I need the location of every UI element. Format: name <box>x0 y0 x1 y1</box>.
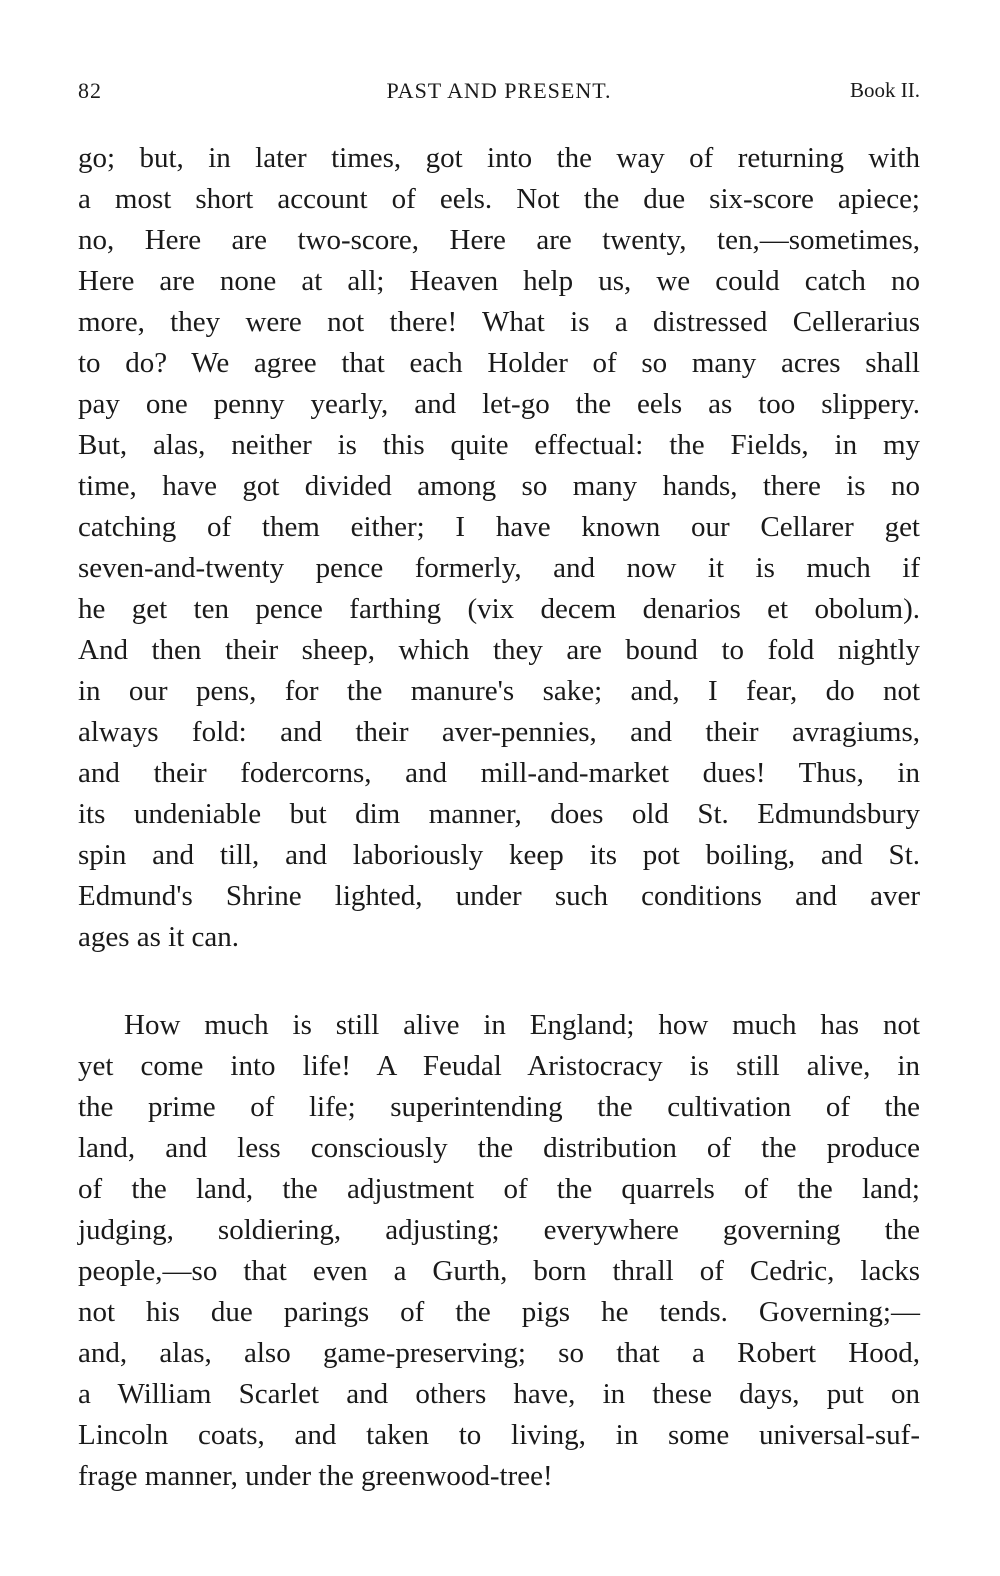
text-line: How much is still alive in England; how much has not <box>124 1009 920 1041</box>
text-line: yet come into life! A Feudal Aristocracy is still alive, in <box>78 1050 920 1082</box>
text-line: people,—so that even a Gurth, born thrall of Cedric, lacks <box>78 1255 920 1287</box>
text-line: frage manner, under the greenwood-tree! <box>78 1460 553 1492</box>
text-line: go; but, in later times, got into the way of returning with <box>78 142 920 174</box>
text-line: a most short account of eels. Not the due six-score apiece; <box>78 183 920 215</box>
text-line: seven-and-twenty pence formerly, and now it is much if <box>78 552 920 584</box>
paragraph-2 <box>78 1005 920 1497</box>
text-line: he get ten pence farthing (vix decem denarios et obolum). <box>78 593 920 625</box>
text-line: spin and till, and laboriously keep its pot boiling, and St. <box>78 839 920 871</box>
text-line: Here are none at all; Heaven help us, we could catch no <box>78 265 920 297</box>
text-line: and their fodercorns, and mill-and-market dues! Thus, in <box>78 757 920 789</box>
book-label: Book II. <box>850 78 920 102</box>
text-line: to do? We agree that each Holder of so many acres shall <box>78 347 920 379</box>
page-header <box>78 78 920 108</box>
text-line: and, alas, also game-preserving; so that a Robert Hood, <box>78 1337 920 1369</box>
text-line: the prime of life; superintending the cultivation of the <box>78 1091 920 1123</box>
text-line: in our pens, for the manure's sake; and, I fear, do not <box>78 675 920 707</box>
text-line: no, Here are two-score, Here are twenty, ten,—sometimes, <box>78 224 920 256</box>
text-line: always fold: and their aver-pennies, and their avragiums, <box>78 716 920 748</box>
text-line: not his due parings of the pigs he tends. Governing;— <box>78 1296 920 1328</box>
text-line: time, have got divided among so many hands, there is no <box>78 470 920 502</box>
text-line: a William Scarlet and others have, in these days, put on <box>78 1378 920 1410</box>
text-line: catching of them either; I have known our Cellarer get <box>78 511 920 543</box>
running-title: PAST AND PRESENT. <box>386 78 612 103</box>
text-line: And then their sheep, which they are bound to fold nightly <box>78 634 920 666</box>
text-line: its undeniable but dim manner, does old St. Edmundsbury <box>78 798 920 830</box>
text-line: land, and less consciously the distribution of the produce <box>78 1132 920 1164</box>
page-number: 82 <box>78 78 102 103</box>
text-line: Lincoln coats, and taken to living, in some universal-suf- <box>78 1419 920 1451</box>
text-line: pay one penny yearly, and let-go the eels as too slippery. <box>78 388 920 420</box>
text-line: judging, soldiering, adjusting; everywhere governing the <box>78 1214 920 1246</box>
text-line: Edmund's Shrine lighted, under such conditions and aver <box>78 880 920 912</box>
paragraph-1 <box>78 138 920 958</box>
text-line: more, they were not there! What is a distressed Cellerarius <box>78 306 920 338</box>
text-line: of the land, the adjustment of the quarrels of the land; <box>78 1173 920 1205</box>
text-line: But, alas, neither is this quite effectual: the Fields, in my <box>78 429 920 461</box>
text-line: ages as it can. <box>78 921 240 953</box>
